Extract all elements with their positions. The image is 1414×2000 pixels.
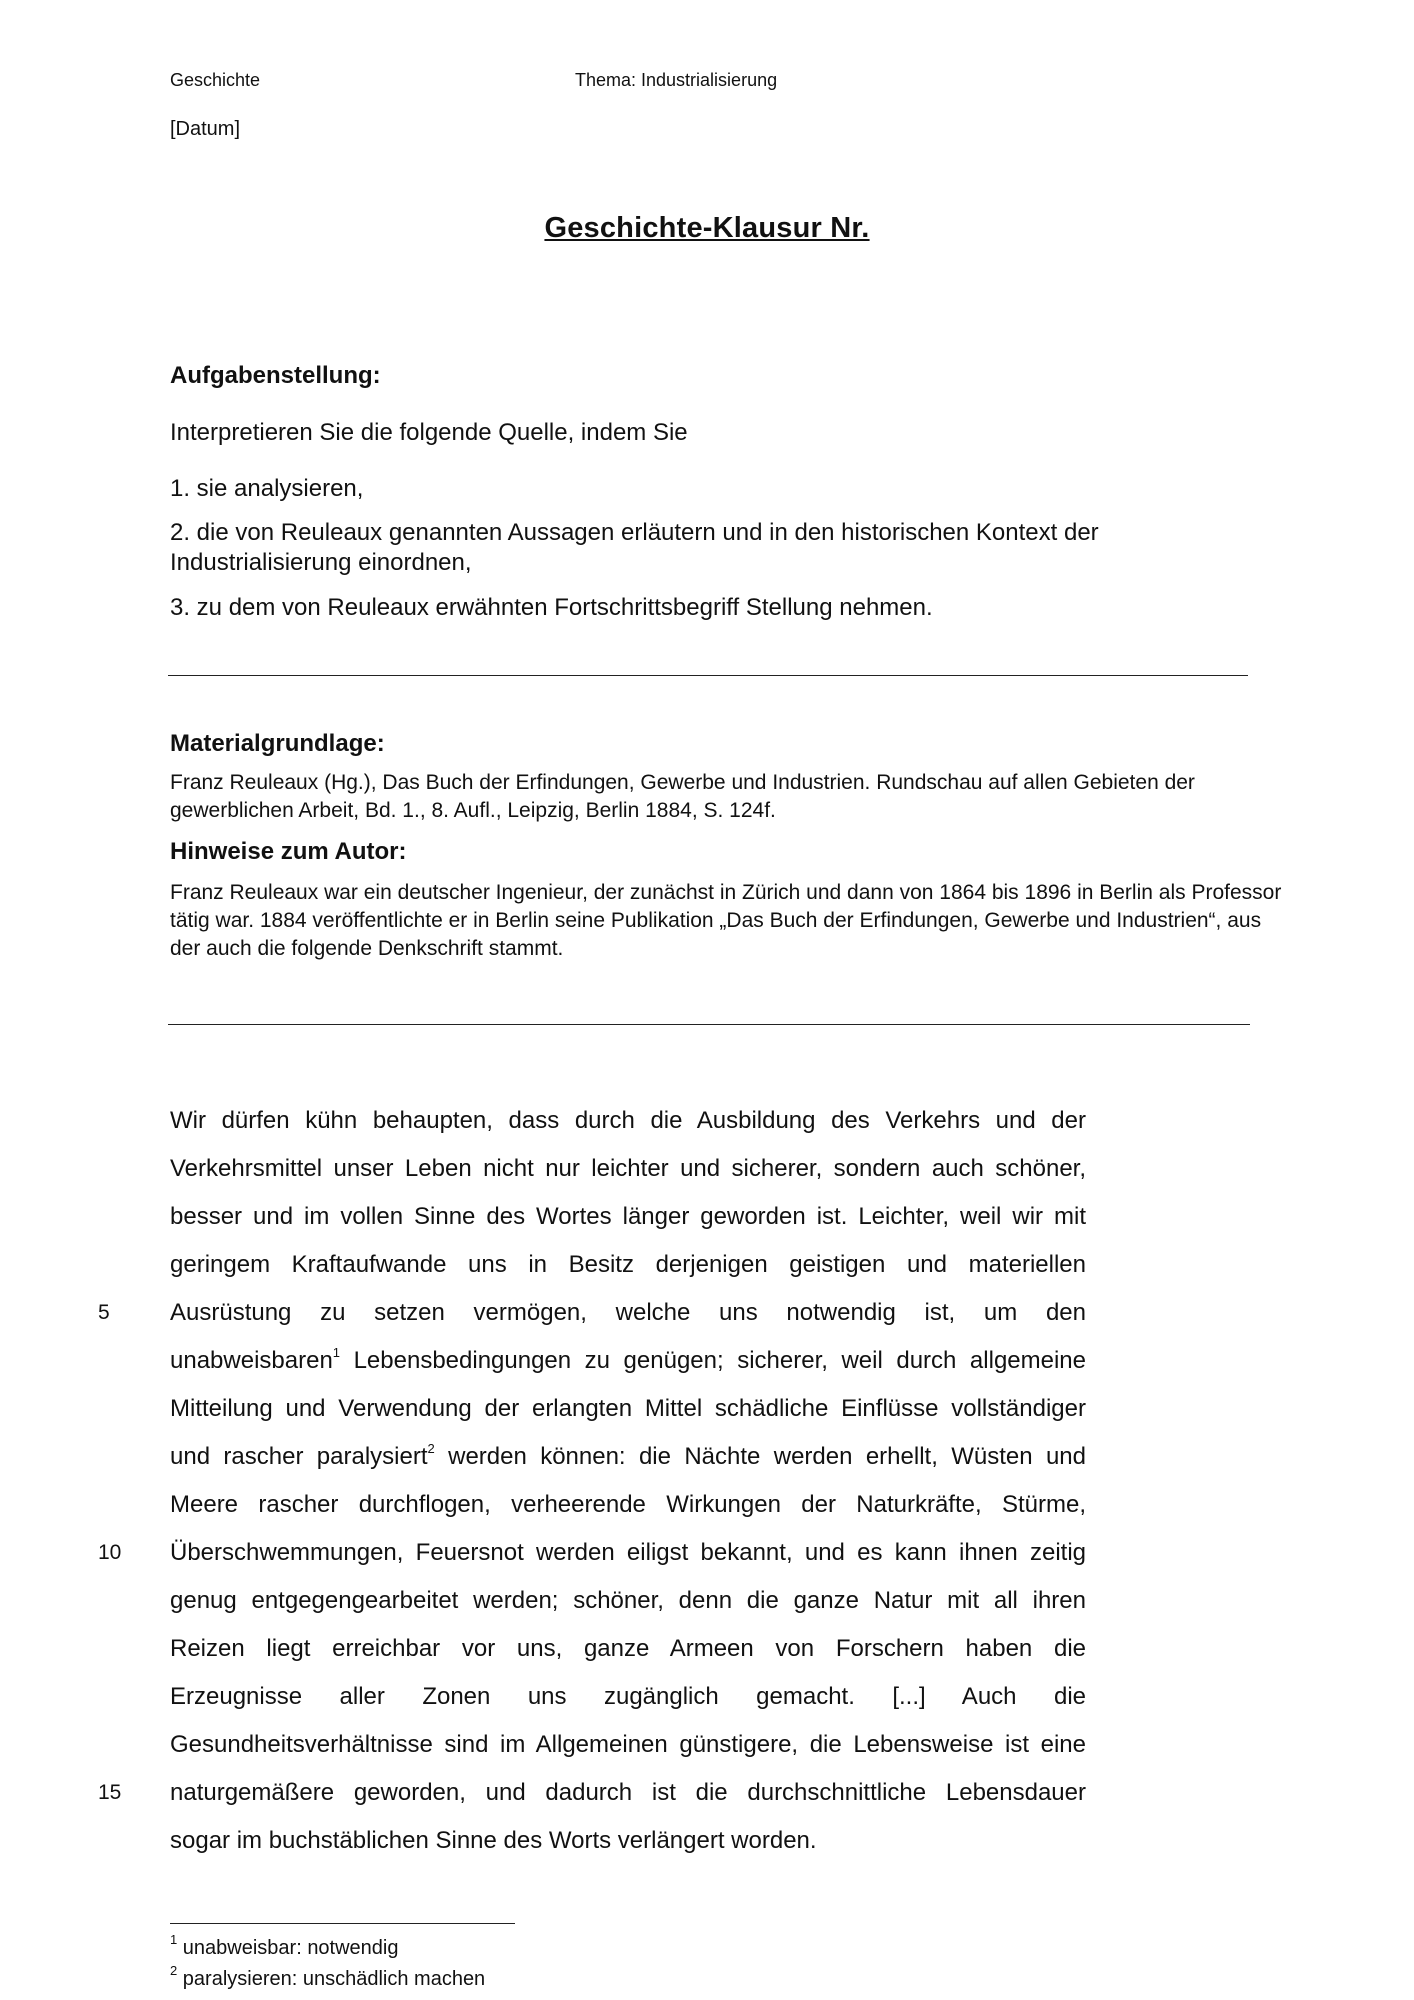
task-item: 3. zu dem von Reuleaux erwähnten Fortschrittsbegriff Stellung nehmen. bbox=[170, 594, 933, 621]
header-subject: Geschichte bbox=[170, 70, 261, 90]
source-line: genug entgegengearbeitet werden; schöner, denn die ganze Natur mit all ihren bbox=[170, 1587, 1086, 1614]
footnote-text: unabweisbar: notwendig bbox=[177, 1937, 399, 1959]
task-intro: Interpretieren Sie die folgende Quelle, indem Sie bbox=[170, 419, 688, 446]
source-line: Reizen liegt erreichbar vor uns, ganze Armeen von Forschern haben die bbox=[170, 1635, 1086, 1662]
source-line: naturgemäßere geworden, und dadurch ist die durchschnittliche Lebensdauer bbox=[170, 1779, 1086, 1806]
divider bbox=[168, 1024, 1250, 1025]
source-line-text: unabweisbaren bbox=[170, 1347, 333, 1374]
source-line: besser und im vollen Sinne des Wortes länger geworden ist. Leichter, weil wir mit bbox=[170, 1203, 1086, 1230]
footnote bbox=[170, 1963, 486, 1991]
source-line: Gesundheitsverhältnisse sind im Allgemeinen günstigere, die Lebensweise ist eine bbox=[170, 1731, 1086, 1758]
source-line: Mitteilung und Verwendung der erlangten Mittel schädliche Einflüsse vollständiger bbox=[170, 1395, 1086, 1422]
source-line: Wir dürfen kühn behaupten, dass durch die Ausbildung des Verkehrs und der bbox=[170, 1107, 1086, 1134]
page-title: Geschichte-Klausur Nr. bbox=[544, 212, 870, 244]
line-number: 15 bbox=[98, 1781, 122, 1804]
source-line: Ausrüstung zu setzen vermögen, welche uns notwendig ist, um den bbox=[170, 1299, 1086, 1326]
source-line: Überschwemmungen, Feuersnot werden eiligst bekannt, und es kann ihnen zeitig bbox=[170, 1539, 1086, 1566]
source-line: geringem Kraftaufwande uns in Besitz derjenigen geistigen und materiellen bbox=[170, 1251, 1086, 1278]
footnote-number: 2 bbox=[170, 1963, 178, 1979]
header-date: [Datum] bbox=[170, 118, 241, 140]
header-topic: Thema: Industrialisierung bbox=[575, 70, 778, 90]
source-line: Verkehrsmittel unser Leben nicht nur leichter und sicherer, sondern auch schöner, bbox=[170, 1155, 1086, 1182]
source-line bbox=[170, 1433, 1086, 1481]
source-line bbox=[170, 1337, 1086, 1385]
source-line-text: und rascher paralysiert bbox=[170, 1443, 428, 1470]
task-item: 2. die von Reuleaux genannten Aussagen erläutern und in den historischen Kontext der Industrialisierung einordnen, bbox=[170, 519, 1099, 576]
footnote-divider bbox=[170, 1923, 515, 1924]
divider bbox=[168, 675, 1248, 676]
source-line: Erzeugnisse aller Zonen uns zugänglich gemacht. [...] Auch die bbox=[170, 1683, 1086, 1710]
footnote-text: paralysieren: unschädlich machen bbox=[177, 1968, 486, 1990]
material-text: Franz Reuleaux (Hg.), Das Buch der Erfindungen, Gewerbe und Industrien. Rundschau auf allen Gebieten der gewerblichen Arbeit, Bd. 1., 8. Aufl., Leipzig, Berlin 1884, S. 124f. bbox=[170, 771, 1195, 822]
footnote-number: 1 bbox=[170, 1932, 178, 1948]
source-line-text: werden können: die Nächte werden erhellt, Wüsten und bbox=[434, 1443, 1086, 1470]
footnote-marker: 1 bbox=[332, 1345, 341, 1360]
material-heading: Materialgrundlage: bbox=[170, 730, 385, 757]
task-heading: Aufgabenstellung: bbox=[170, 362, 381, 389]
author-text: Franz Reuleaux war ein deutscher Ingenieur, der zunächst in Zürich und dann von 1864 bis 1896 in Berlin als Professor tätig war. 1884 veröffentlichte er in Berlin seine Publikation „Das Buch der Erfindungen, Gewerbe und Industrien“, aus der auch die folgende Denkschrift stammt. bbox=[170, 881, 1282, 960]
line-number: 10 bbox=[98, 1541, 122, 1564]
line-number: 5 bbox=[98, 1301, 110, 1324]
task-item: 1. sie analysieren, bbox=[170, 475, 364, 502]
source-line-text: Lebensbedingungen zu genügen; sicherer, weil durch allgemeine bbox=[340, 1347, 1086, 1374]
footnote-marker: 2 bbox=[427, 1441, 435, 1456]
source-line: Meere rascher durchflogen, verheerende Wirkungen der Naturkräfte, Stürme, bbox=[170, 1491, 1086, 1518]
author-heading: Hinweise zum Autor: bbox=[170, 838, 407, 865]
footnote bbox=[170, 1932, 399, 1960]
source-line: sogar im buchstäblichen Sinne des Worts verlängert worden. bbox=[170, 1827, 817, 1854]
